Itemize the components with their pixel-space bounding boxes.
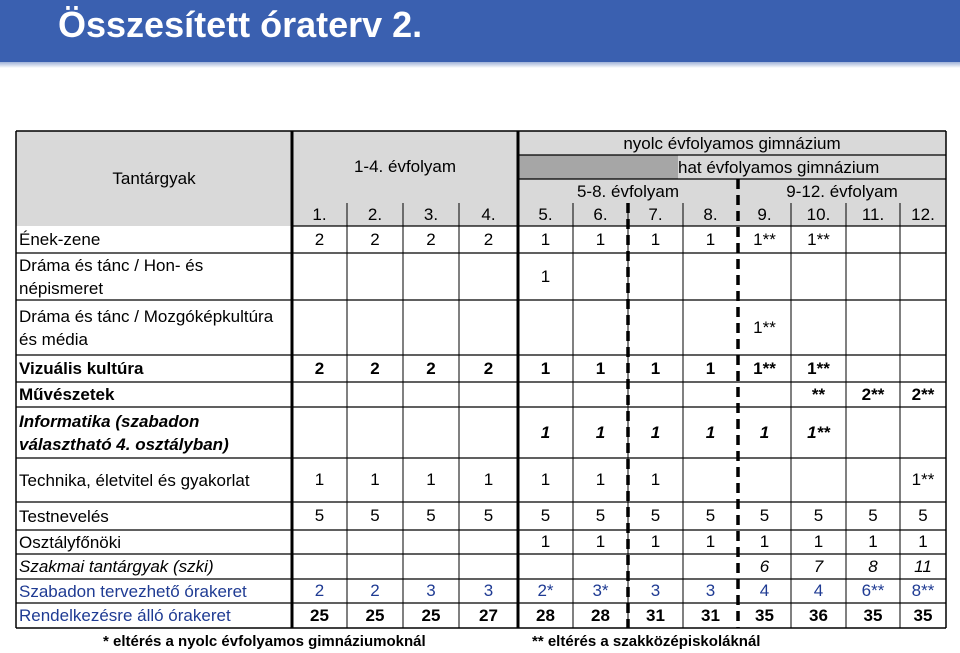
row-label: Dráma és tánc / Mozgóképkultúra és média bbox=[19, 306, 274, 349]
row-label: Technika, életvitel és gyakorlat bbox=[19, 470, 250, 490]
grade-header: 8. bbox=[703, 205, 718, 224]
table-cell: 1 bbox=[595, 229, 606, 249]
table-cell: 5 bbox=[918, 506, 928, 525]
grade-header: 6. bbox=[593, 205, 608, 224]
table-cell: 5 bbox=[759, 506, 770, 525]
table-cell: 1** bbox=[807, 229, 830, 249]
table-cell: 1 bbox=[540, 229, 551, 249]
table-cell: 5 bbox=[595, 506, 606, 525]
table-cell: 1 bbox=[759, 422, 770, 442]
hat-header-fill bbox=[518, 155, 678, 179]
grade-header: 11. bbox=[861, 205, 885, 224]
table-cell: 2 bbox=[483, 229, 494, 249]
table-cell: 1 bbox=[650, 358, 661, 378]
table-cell: 2** bbox=[911, 384, 935, 404]
table-cell: 28 bbox=[536, 605, 555, 625]
row-label: Osztályfőnöki bbox=[19, 532, 122, 552]
table-cell: 5 bbox=[813, 506, 824, 525]
table-cell: 3 bbox=[426, 581, 436, 600]
table-cell: 25 bbox=[310, 605, 329, 625]
row-label: Szakmai tantárgyak (szki) bbox=[19, 557, 214, 576]
table-cell: 5 bbox=[314, 506, 325, 525]
table-cell: 4 bbox=[759, 581, 770, 600]
table-cell: 2 bbox=[370, 581, 380, 600]
table-cell: 11 bbox=[914, 556, 932, 576]
table-cell: 5 bbox=[370, 506, 380, 525]
header-grades-9-12: 9-12. évfolyam bbox=[786, 182, 898, 201]
table-cell: 1** bbox=[807, 422, 830, 442]
table-cell: 1 bbox=[650, 422, 661, 442]
table-cell: 1 bbox=[918, 532, 928, 551]
grade-header: 2. bbox=[367, 205, 383, 224]
table-cell: 2* bbox=[537, 581, 554, 600]
row-label: Informatika (szabadon választható 4. osztályban) bbox=[19, 411, 229, 454]
table-cell: 1** bbox=[911, 470, 935, 489]
table-cell: 2 bbox=[314, 358, 325, 378]
table-cell: 5 bbox=[705, 506, 716, 525]
table-cell: 1 bbox=[705, 358, 716, 378]
grade-header: 10. bbox=[806, 205, 831, 224]
table-cell: 3* bbox=[592, 581, 609, 600]
table-cell: 1 bbox=[705, 229, 716, 249]
table-cell: 35 bbox=[755, 605, 774, 625]
row-label: Szabadon tervezhető órakeret bbox=[19, 581, 247, 601]
table-cell: 1 bbox=[540, 470, 551, 489]
table-cell: 1** bbox=[753, 358, 776, 378]
row-label: Ének-zene bbox=[19, 230, 101, 249]
table-cell: 5 bbox=[540, 506, 551, 525]
table-cell: 2 bbox=[483, 358, 494, 378]
table-cell: 2 bbox=[426, 229, 436, 249]
header-subjects: Tantárgyak bbox=[112, 169, 196, 188]
table-cell: 1** bbox=[753, 229, 776, 249]
table-cell: 8 bbox=[868, 556, 878, 576]
table-cell: 5 bbox=[650, 506, 661, 525]
table-cell: 5 bbox=[426, 506, 436, 525]
table-cell: 1 bbox=[650, 229, 661, 249]
footnote-star: * eltérés a nyolc évfolyamos gimnáziumoknál bbox=[103, 633, 426, 650]
table-cell: 1 bbox=[759, 532, 770, 551]
table-cell: 1 bbox=[595, 532, 606, 551]
table-cell: 1 bbox=[370, 470, 380, 489]
table-cell: 4 bbox=[813, 581, 824, 600]
table-cell: 3 bbox=[650, 581, 661, 600]
table-cell: 35 bbox=[913, 605, 933, 625]
table-cell: 2 bbox=[370, 229, 380, 249]
table-cell: 35 bbox=[863, 605, 883, 625]
header-nyolc-evfolyamos: nyolc évfolyamos gimnázium bbox=[623, 134, 841, 153]
table-cell: 1 bbox=[540, 266, 551, 286]
row-label: Művészetek bbox=[19, 385, 115, 404]
table-cell: 3 bbox=[483, 581, 494, 600]
grade-header: 9. bbox=[757, 205, 772, 224]
table-cell: 36 bbox=[809, 605, 828, 625]
grade-header: 4. bbox=[481, 205, 496, 224]
table-cell: 6** bbox=[861, 581, 885, 600]
table-cell: 1 bbox=[813, 532, 824, 551]
table-cell: 5 bbox=[483, 506, 494, 525]
table-cell: 1 bbox=[540, 422, 551, 442]
page-title: Összesített óraterv 2. bbox=[58, 4, 423, 45]
table-cell: 31 bbox=[701, 605, 720, 625]
table-cell: 28 bbox=[591, 605, 610, 625]
table-cell: 5 bbox=[868, 506, 878, 525]
grade-header: 1. bbox=[312, 205, 327, 224]
grade-header: 7. bbox=[648, 205, 663, 224]
table-cell: 1 bbox=[705, 422, 716, 442]
table-cell: 1 bbox=[314, 470, 325, 489]
table-cell: 1 bbox=[868, 532, 878, 551]
footnote-double-star: ** eltérés a szakközépiskoláknál bbox=[532, 633, 761, 650]
table-cell: 2 bbox=[370, 358, 380, 378]
header-grades-1-4: 1-4. évfolyam bbox=[353, 157, 457, 176]
table-cell: 1 bbox=[595, 358, 606, 378]
table-cell: 6 bbox=[759, 556, 770, 576]
table-cell: 1 bbox=[483, 470, 494, 489]
table-cell: 1 bbox=[595, 422, 606, 442]
table-cell: ** bbox=[811, 384, 826, 404]
grade-header: 3. bbox=[423, 205, 439, 224]
header-grades-5-8: 5-8. évfolyam bbox=[576, 182, 680, 201]
table-cell: 1 bbox=[540, 358, 551, 378]
table-cell: 2** bbox=[861, 384, 885, 404]
table-cell: 1 bbox=[540, 532, 551, 551]
table-cell: 3 bbox=[705, 581, 716, 600]
table-cell: 25 bbox=[421, 605, 441, 625]
table-cell: 8** bbox=[911, 581, 935, 600]
table-cell: 2 bbox=[314, 229, 325, 249]
row-label: Rendelkezésre álló órakeret bbox=[19, 606, 231, 625]
row-label: Dráma és tánc / Hon- és népismeret bbox=[19, 255, 204, 298]
grade-header: 12. bbox=[911, 205, 935, 224]
table-cell: 25 bbox=[365, 605, 385, 625]
table-cell: 1 bbox=[650, 470, 661, 489]
row-label: Vizuális kultúra bbox=[19, 359, 144, 378]
table-cell: 1 bbox=[595, 470, 606, 489]
table-cell: 1** bbox=[807, 358, 830, 378]
table-cell: 7 bbox=[813, 556, 824, 576]
header-hat-evfolyamos: hat évfolyamos gimnázium bbox=[678, 158, 880, 177]
table-cell: 1 bbox=[650, 532, 661, 551]
row-label: Testnevelés bbox=[19, 506, 109, 526]
table-cell: 2 bbox=[426, 358, 436, 378]
table-cell: 31 bbox=[646, 605, 665, 625]
table-cell: 1** bbox=[753, 317, 776, 337]
table-cell: 2 bbox=[314, 581, 325, 600]
grade-header: 5. bbox=[538, 205, 553, 224]
table-cell: 1 bbox=[426, 470, 436, 489]
table-cell: 1 bbox=[705, 532, 716, 551]
table-cell: 27 bbox=[479, 605, 498, 625]
